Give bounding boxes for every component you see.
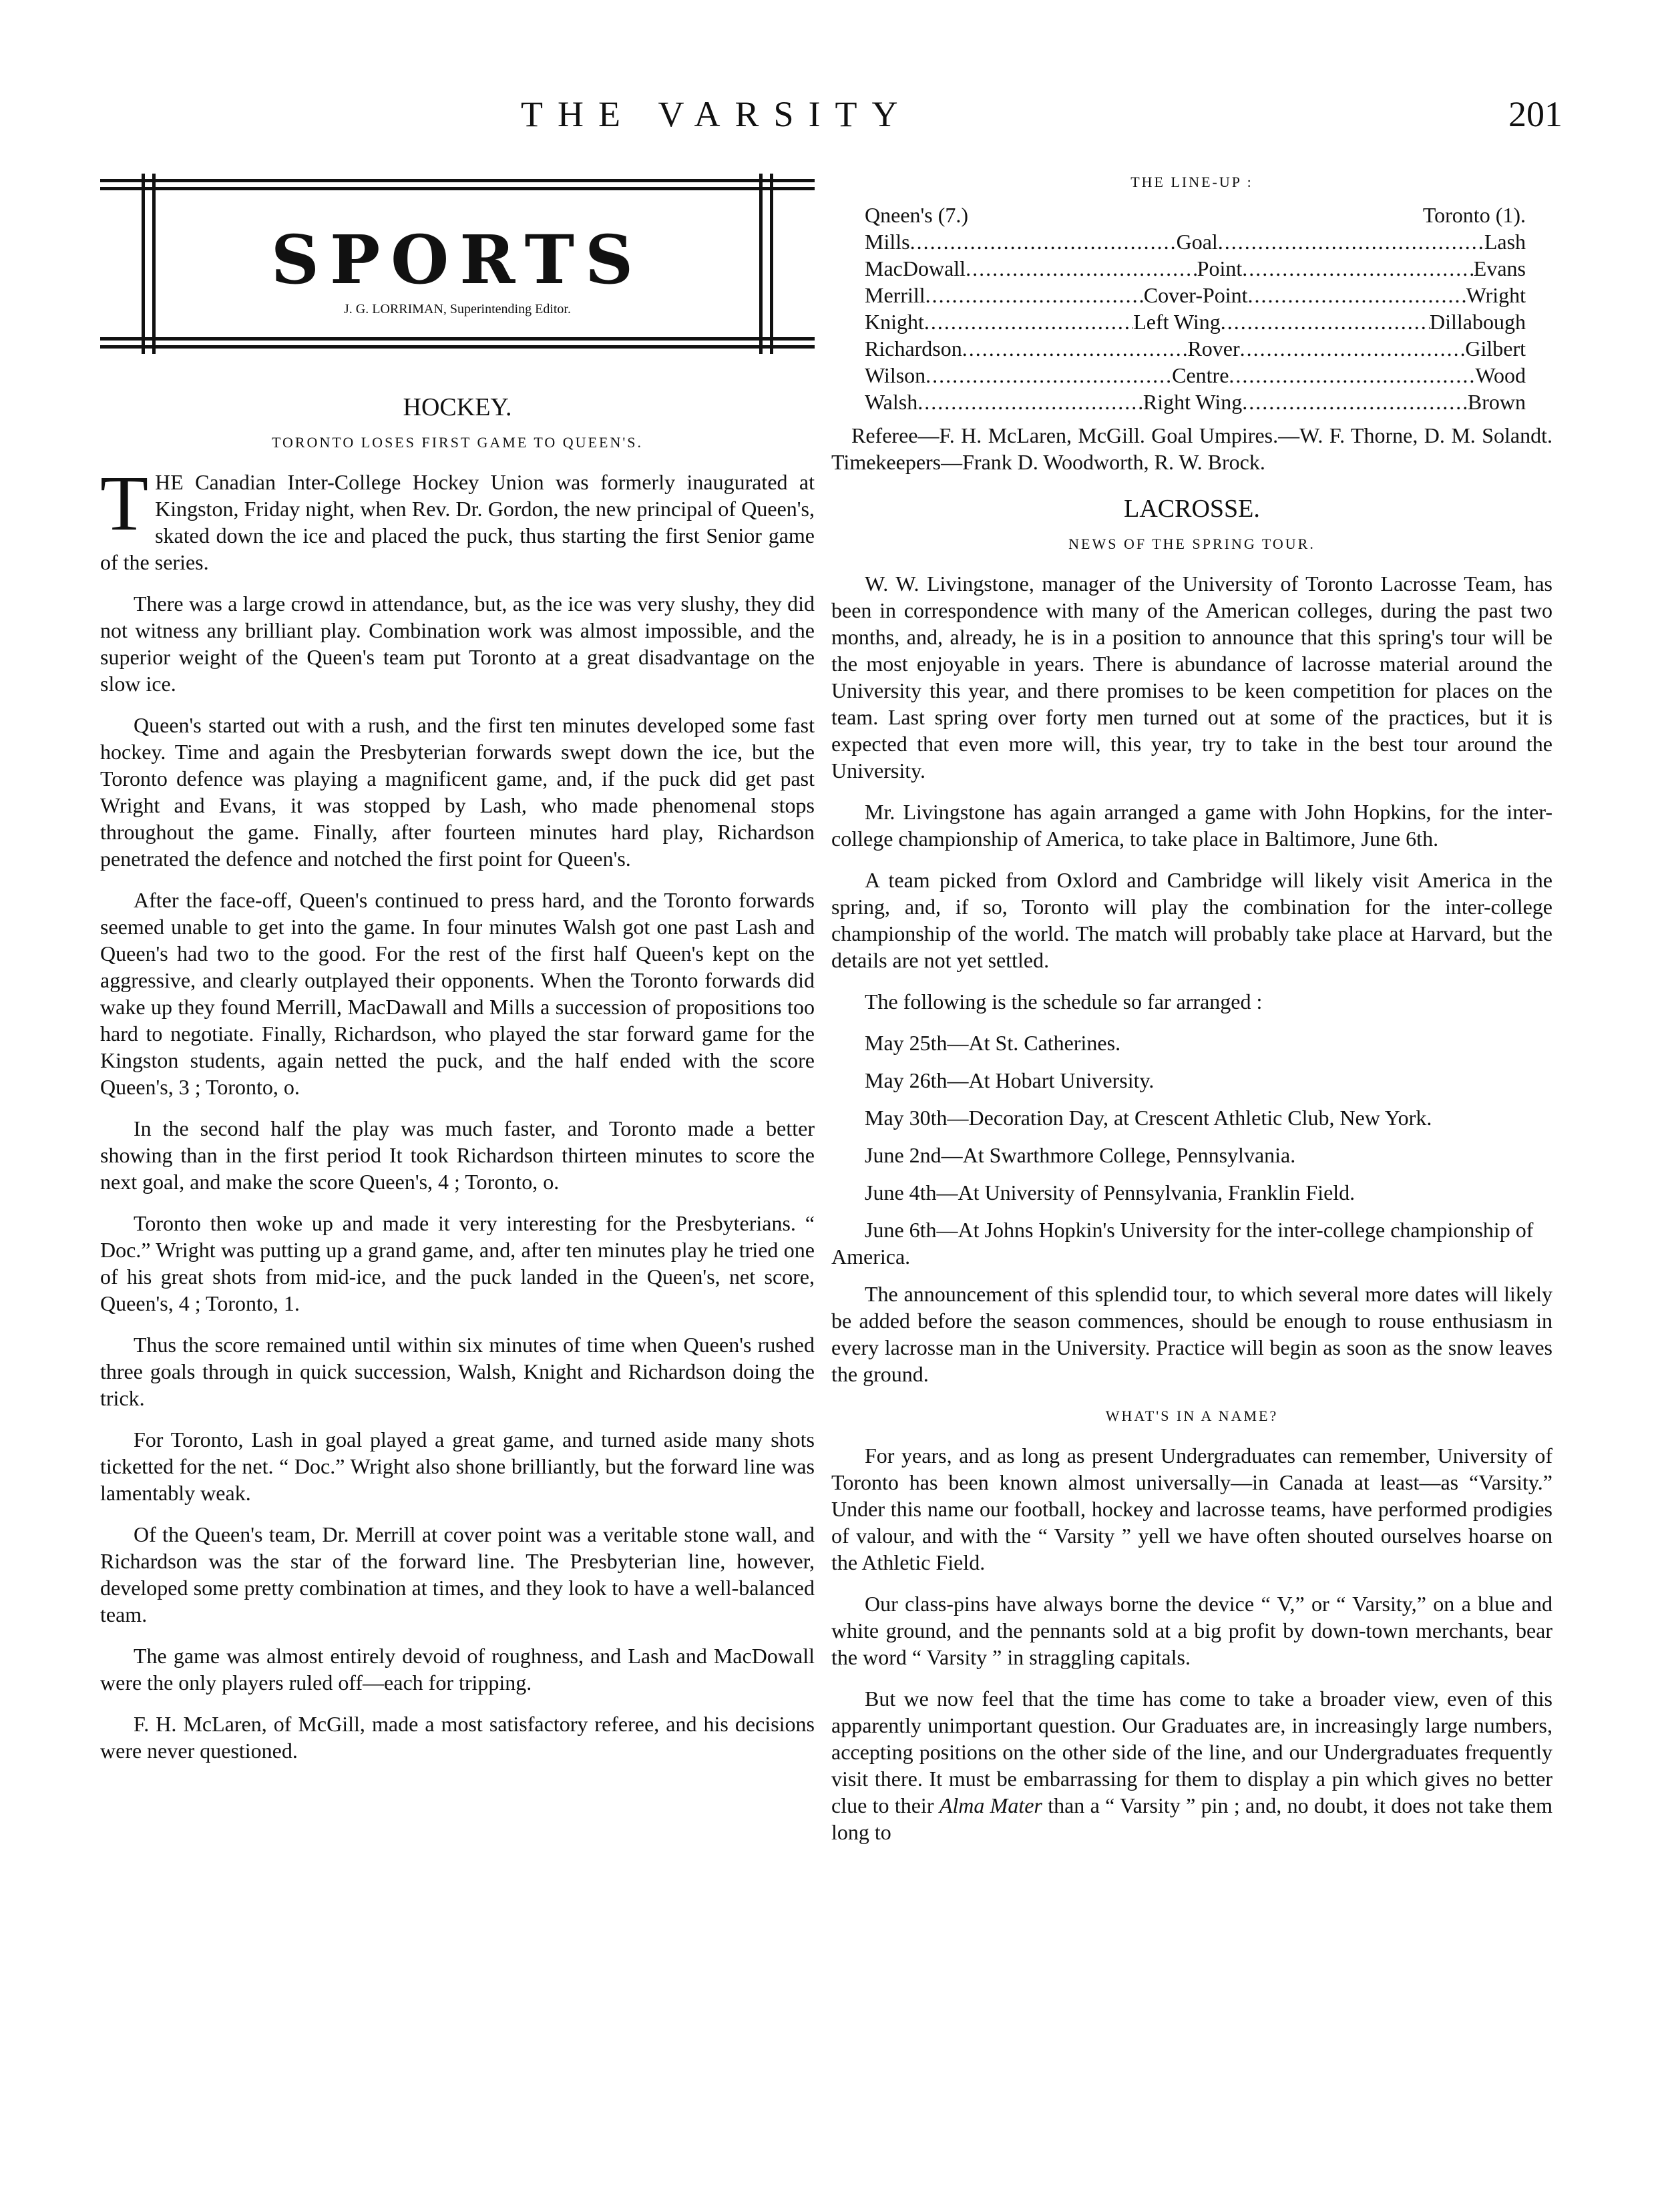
name-paragraph: Our class-pins have always borne the device “ V,” or “ Varsity,” on a blue and white ground, and the pennants sold at a big profit by down-town merchants, bear the word “ Varsity ” in straggling capitals. [831,1592,1552,1669]
lineup-title: THE LINE-UP : [1130,174,1253,190]
name-heading: WHAT'S IN A NAME? [1105,1407,1279,1424]
lineup-row: Richardson ..... Rover ..... Gilbert [865,335,1526,362]
lineup-table [865,202,1526,415]
lacrosse-paragraph: A team picked from Oxlord and Cambridge will likely visit America in the spring, and, if so, Toronto will play the combination for the inter-college championship of the world. The match will probably take place at Harvard, but the details are not yet settled. [831,868,1552,972]
lineup-header [865,202,1526,228]
lineup-right-team: Toronto (1). [1422,203,1526,227]
page-number: 201 [1508,94,1563,134]
hockey-paragraph: Toronto then woke up and made it very interesting for the Presbyterians. “ Doc.” Wright was putting up a grand game, and, after ten minutes play he tried one of his great shots from mid-ice, and the puck landed in the Queen's, net score, Queen's, 4 ; Toronto, 1. [100,1211,815,1315]
lineup-left-team: Qneen's (7.) [865,203,969,227]
lineup-row: Mills ..... Goal ..... Lash [865,228,1526,255]
lineup-officials: Referee—F. H. McLaren, McGill. Goal Umpires.—W. F. Thorne, D. M. Solandt. Timekeepers—Frank D. Woodworth, R. W. Brock. [831,423,1552,474]
lineup-row: Wilson ..... Centre ..... Wood [865,362,1526,389]
name-paragraph: For years, and as long as present Undergraduates can remember, University of Toronto has been known almost universally—in Canada at least—as “Varsity.” Under this name our football, hockey and lacrosse teams, have performed prodigies of valour, and with the “ Varsity ” yell we have often shouted ourselves hoarse on the Athletic Field. [831,1444,1552,1574]
hockey-paragraph: Queen's started out with a rush, and the first ten minutes developed some fast hockey. Time and again the Presbyterian forwards swept down the ice, but the Toronto defence was playing a magnificent game, and, if the puck did get past Wright and Evans, it was stopped by Lash, who made phenomenal stops throughout the game. Finally, after fourteen minutes hard play, Richardson penetrated the defence and notched the first point for Queen's. [100,713,815,871]
lacrosse-paragraph: Mr. Livingstone has again arranged a game with John Hopkins, for the inter-college championship of America, to take place in Baltimore, June 6th. [831,800,1552,851]
sports-banner [100,174,815,354]
hockey-paragraph: F. H. McLaren, of McGill, made a most satisfactory referee, and his decisions were never questioned. [100,1712,815,1763]
hockey-subheading: TORONTO LOSES FIRST GAME TO QUEEN'S. [271,434,644,451]
drop-cap: T [100,459,149,547]
lacrosse-paragraph: The following is the schedule so far arranged : [865,989,1263,1014]
lineup-row: Knight ..... Left Wing ..... Dillabough [865,308,1526,335]
lacrosse-heading: LACROSSE. [1124,495,1260,523]
hockey-paragraph: There was a large crowd in attendance, but, as the ice was very slushy, they did not witness any brilliant play. Combination work was almost impossible, and the superior weight of the Queen's team put Toronto at a great disadvantage on the slow ice. [100,592,815,696]
lineup-row: Walsh ..... Right Wing ..... Brown [865,389,1526,415]
left-column [100,174,815,1779]
schedule-item: May 26th—At Hobart University. [865,1068,1155,1092]
hockey-paragraph: Thus the score remained until within six minutes of time when Queen's rushed three goals through in quick succession, Walsh, Knight and Richardson doing the trick. [100,1333,815,1410]
schedule-item: June 6th—At Johns Hopkin's University for the inter-college championship of America. [831,1218,1534,1269]
name-paragraph: But we now feel that the time has come to take a broader view, even of this apparently unimportant question. Our Graduates are, in increasingly large numbers, accepting positions on the other side of the line, and our Undergraduates frequently visit there. It must be embarrassing for them to display a pin which gives no better clue to their Alma Mater than a “ Varsity ” pin ; and, no doubt, it does not take them long to [831,1687,1553,1844]
lacrosse-subheading: NEWS OF THE SPRING TOUR. [1068,535,1315,552]
lineup-row: MacDowall ..... Point ..... Evans [865,255,1526,282]
hockey-paragraph: The game was almost entirely devoid of roughness, and Lash and MacDowall were the only players ruled off—each for tripping. [100,1644,815,1695]
sports-title: SPORTS [270,220,644,299]
lacrosse-closing: The announcement of this splendid tour, to which several more dates will likely be added before the season commences, should be enough to rouse enthusiasm in every lacrosse man in the University. Practice will begin as soon as the snow leaves the ground. [831,1282,1552,1386]
schedule-item: June 2nd—At Swarthmore College, Pennsylvania. [865,1143,1296,1167]
hockey-paragraph: Of the Queen's team, Dr. Merrill at cover point was a veritable stone wall, and Richardson was the star of the forward line. The Presbyterian line, however, developed some pretty combination at times, and they look to have a well-balanced team. [100,1522,815,1626]
masthead-title: THE VARSITY [521,94,913,134]
schedule-item: May 25th—At St. Catherines. [865,1031,1121,1055]
schedule-item: May 30th—Decoration Day, at Crescent Athletic Club, New York. [865,1106,1432,1130]
hockey-paragraph: After the face-off, Queen's continued to press hard, and the Toronto forwards seemed unable to get into the game. In four minutes Walsh got one past Lash and Queen's had two to the good. For the rest of the first half Queen's kept on the aggressive, and clearly outplayed their opponents. When the Toronto forwards did wake up they found Merrill, MacDawall and Mills a succession of propositions too hard to negotiate. Finally, Richardson, who played the star forward game for the Kingston students, again netted the puck, and the half ended with the score Queen's, 3 ; Toronto, o. [100,888,815,1099]
hockey-paragraph: For Toronto, Lash in goal played a great game, and turned aside many shots ticketted for the net. “ Doc.” Wright also shone brilliantly, but the forward line was lamentably weak. [100,1427,815,1505]
right-column [831,174,1552,1860]
lacrosse-paragraph: W. W. Livingstone, manager of the University of Toronto Lacrosse Team, has been in correspondence with many of the American colleges, during the past two months, and, already, he is in a position to announce that this spring's tour will be the most enjoyable in years. There is abundance of lacrosse material around the University this year, and there promises to be keen competition for places on the team. Last spring over forty men turned out at some of the practices, but it is expected that even more will, this year, try to take in the best tour around the University. [831,572,1552,783]
hockey-paragraph-1: THE Canadian Inter-College Hockey Union was formerly inaugurated at Kingston, Friday night, when Rev. Dr. Gordon, the new principal of Queen's, skated down the ice and placed the puck, thus starting the first Senior game of the series. [100,459,815,574]
page-header [521,93,1563,147]
lineup-row: Merrill ..... Cover-Point ..... Wright [865,282,1526,308]
sports-editor: J. G. LORRIMAN, Superintending Editor. [344,302,571,316]
hockey-paragraph: In the second half the play was much faster, and Toronto made a better showing than in the first period It took Richardson thirteen minutes to score the next goal, and make the score Queen's, 4 ; Toronto, o. [100,1116,815,1194]
schedule-item: June 4th—At University of Pennsylvania, Franklin Field. [865,1180,1356,1204]
hockey-heading: HOCKEY. [403,393,512,421]
